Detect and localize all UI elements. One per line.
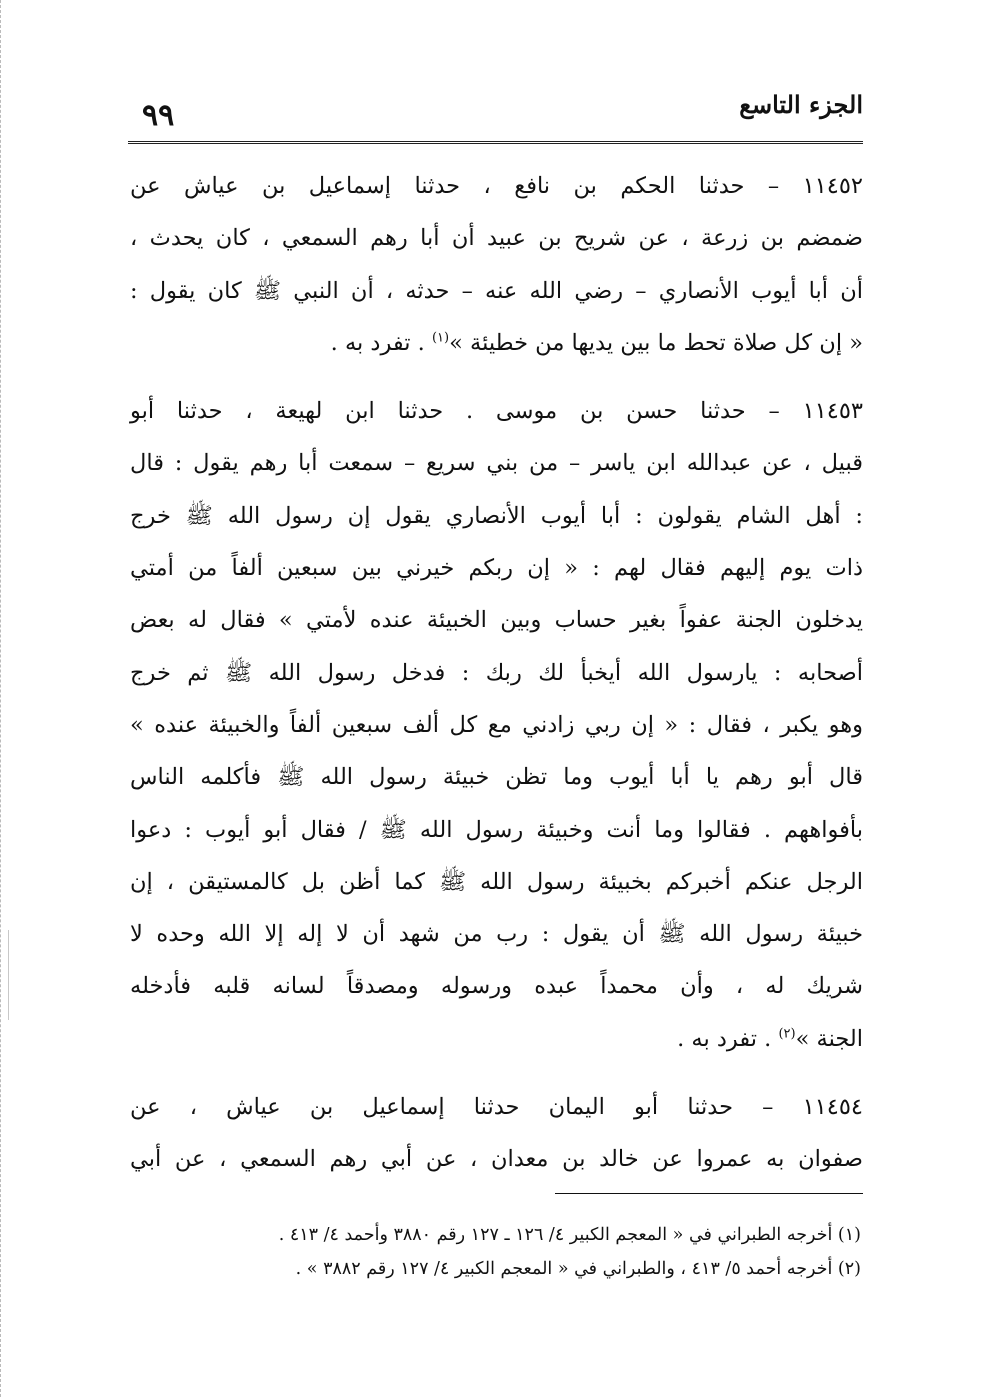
text-segment: . تفرد به . xyxy=(330,329,432,356)
text-line: : أهل الشام يقولون : أبا أيوب الأنصاري يقول إن رسول الله ﷺ خرج xyxy=(130,502,863,529)
text-line: ١١٤٥٣ – حدثنا حسن بن موسى . حدثنا ابن لهيعة ، حدثنا أبو xyxy=(130,398,863,425)
text-line: بأفواههم . فقالوا وما أنت وخبيئة رسول الله ﷺ / فقال أبو أيوب : دعوا xyxy=(130,816,863,843)
text-line: ١١٤٥٢ – حدثنا الحكم بن نافع ، حدثنا إسماعيل بن عياش عن xyxy=(130,173,863,199)
text-line: يدخلون الجنة عفواً بغير حساب وبين الخبيئة عنده لأمتي » فقال له بعض xyxy=(130,607,863,634)
text-segment: « إن كل صلاة تحط ما بين يديها من خطيئة » xyxy=(449,329,863,356)
running-title: الجزء التاسع xyxy=(739,90,863,119)
footnote-ref: (٢) xyxy=(778,1026,796,1042)
text-line: وهو يكبر ، فقال : « إن ربي زادني مع كل ألف سبعين ألفاً والخبيئة عنده » xyxy=(130,711,863,738)
text-line: ١١٤٥٤ – حدثنا أبو اليمان حدثنا إسماعيل بن عياش ، عن xyxy=(130,1094,863,1121)
text-line: صفوان به عمروا عن خالد بن معدان ، عن أبي رهم السمعي ، عن أبي xyxy=(130,1146,863,1173)
text-line: أصحابه : يارسول الله أيخبأ لك ربك : فدخل رسول الله ﷺ ثم خرج xyxy=(130,659,863,686)
scan-margin-line xyxy=(8,930,9,1020)
footnote-1: (١) أخرجه الطبراني في « المعجم الكبير ٤/ ١٢٦ ـ ١٢٧ رقم ٣٨٨٠ وأحمد ٤/ ٤١٣ . xyxy=(278,1225,861,1245)
text-line xyxy=(130,1013,863,1065)
text-line: قال أبو رهم يا أبا أيوب وما تظن خبيئة رسول الله ﷺ فأكلمه الناس xyxy=(130,764,863,791)
text-segment: . تفرد به . xyxy=(677,1025,779,1052)
text-line: الرجل عنكم أخبركم بخبيئة رسول الله ﷺ كما أظن بل كالمستيقن ، إن xyxy=(130,868,863,895)
footnote-2: (٢) أخرجه أحمد ٥/ ٤١٣ ، والطبراني في « المعجم الكبير ٤/ ١٢٧ رقم ٣٨٨٢ » . xyxy=(295,1259,861,1279)
header-rule xyxy=(128,141,863,144)
running-header xyxy=(130,84,863,136)
hadith-11453 xyxy=(130,385,863,1065)
footnote-ref: (١) xyxy=(431,330,450,346)
text-line: ضمضم بن زرعة ، عن شريح بن عبيد أن أبا رهم السمعي ، كان يحدث ، xyxy=(130,225,863,252)
text-line: أن أبا أيوب الأنصاري – رضي الله عنه – حدثه ، أن النبي ﷺ كان يقول : xyxy=(130,277,863,304)
text-line: شريك له ، وأن محمداً عبده ورسوله ومصدقاً لسانه قلبه فأدخله xyxy=(130,973,863,1000)
text-line: ذات يوم إليهم فقال لهم : « إن ربكم خيرني بين سبعين ألفاً من أمتي xyxy=(130,555,863,582)
main-text xyxy=(130,160,863,1202)
footnotes xyxy=(130,1218,861,1286)
page-number: ٩٩ xyxy=(142,98,175,133)
text-segment: الجنة » xyxy=(795,1025,863,1052)
scan-edge xyxy=(0,0,5,1397)
text-line: خبيئة رسول الله ﷺ أن يقول : رب من شهد أن لا إله إلا الله وحده لا xyxy=(130,921,863,948)
footnote-separator xyxy=(555,1193,863,1194)
text-line: قبيل ، عن عبدالله ابن ياسر – من بني سريع – سمعت أبا رهم يقول : قال xyxy=(130,450,863,477)
hadith-11452 xyxy=(130,160,863,369)
text-line xyxy=(130,317,863,369)
hadith-11454 xyxy=(130,1081,863,1186)
